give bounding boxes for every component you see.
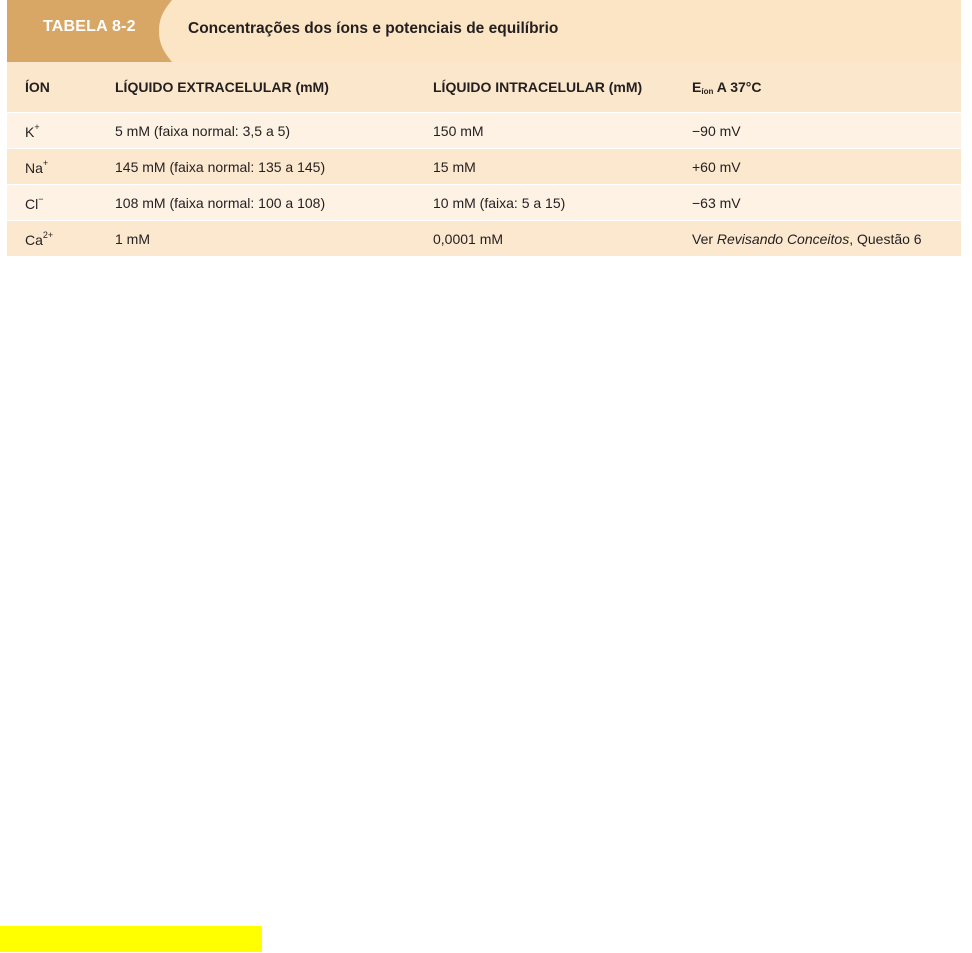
ion-symbol: Na bbox=[25, 159, 43, 176]
extracellular-cell: 5 mM (faixa normal: 3,5 a 5) bbox=[97, 113, 415, 149]
ion-charge: + bbox=[34, 121, 40, 132]
e-ion-cell: −63 mV bbox=[674, 185, 961, 221]
ion-charge: + bbox=[42, 157, 49, 168]
table-row bbox=[7, 149, 961, 185]
e-ion-cell: +60 mV bbox=[674, 149, 961, 185]
extracellular-cell: 1 mM bbox=[97, 221, 415, 257]
e-ion-cell bbox=[674, 221, 961, 257]
table-row bbox=[7, 113, 961, 149]
table-label: TABELA 8-2 bbox=[43, 18, 136, 35]
ion-cell bbox=[7, 113, 97, 149]
ion-table bbox=[7, 62, 961, 256]
intracellular-cell: 150 mM bbox=[415, 113, 674, 149]
highlight-bar bbox=[0, 926, 262, 952]
ion-cell bbox=[7, 185, 97, 221]
column-header-e-ion bbox=[674, 62, 961, 113]
extracellular-cell: 145 mM (faixa normal: 135 a 145) bbox=[97, 149, 415, 185]
ion-symbol: K bbox=[25, 123, 35, 140]
e-temperature: A 37°C bbox=[713, 78, 762, 95]
intracellular-cell: 10 mM (faixa: 5 a 15) bbox=[415, 185, 674, 221]
table-figure bbox=[7, 0, 961, 256]
e-subscript: íon bbox=[701, 86, 714, 96]
e-ion-ref-title: Revisando Conceitos bbox=[716, 230, 850, 247]
ion-cell bbox=[7, 149, 97, 185]
ion-charge: − bbox=[38, 193, 44, 204]
e-symbol: E bbox=[692, 78, 702, 95]
ion-cell bbox=[7, 221, 97, 257]
table-row bbox=[7, 185, 961, 221]
e-ion-ref-suffix: , Questão 6 bbox=[849, 230, 922, 247]
table-label-tab bbox=[7, 0, 182, 62]
column-header-intracellular: LÍQUIDO INTRACELULAR (mM) bbox=[433, 79, 643, 95]
ion-symbol: Cl bbox=[25, 195, 39, 212]
table-header-row bbox=[7, 62, 961, 113]
table-header-banner bbox=[7, 0, 961, 62]
ion-symbol: Ca bbox=[25, 231, 43, 248]
intracellular-cell: 0,0001 mM bbox=[415, 221, 674, 257]
table-row bbox=[7, 221, 961, 257]
e-ion-ref-prefix: Ver bbox=[692, 230, 717, 247]
table-title: Concentrações dos íons e potenciais de equilíbrio bbox=[188, 20, 559, 37]
column-header-extracellular: LÍQUIDO EXTRACELULAR (mM) bbox=[115, 79, 329, 95]
column-header-ion: ÍON bbox=[25, 79, 50, 95]
e-ion-cell: −90 mV bbox=[674, 113, 961, 149]
ion-charge: 2+ bbox=[42, 229, 54, 240]
intracellular-cell: 15 mM bbox=[415, 149, 674, 185]
extracellular-cell: 108 mM (faixa normal: 100 a 108) bbox=[97, 185, 415, 221]
